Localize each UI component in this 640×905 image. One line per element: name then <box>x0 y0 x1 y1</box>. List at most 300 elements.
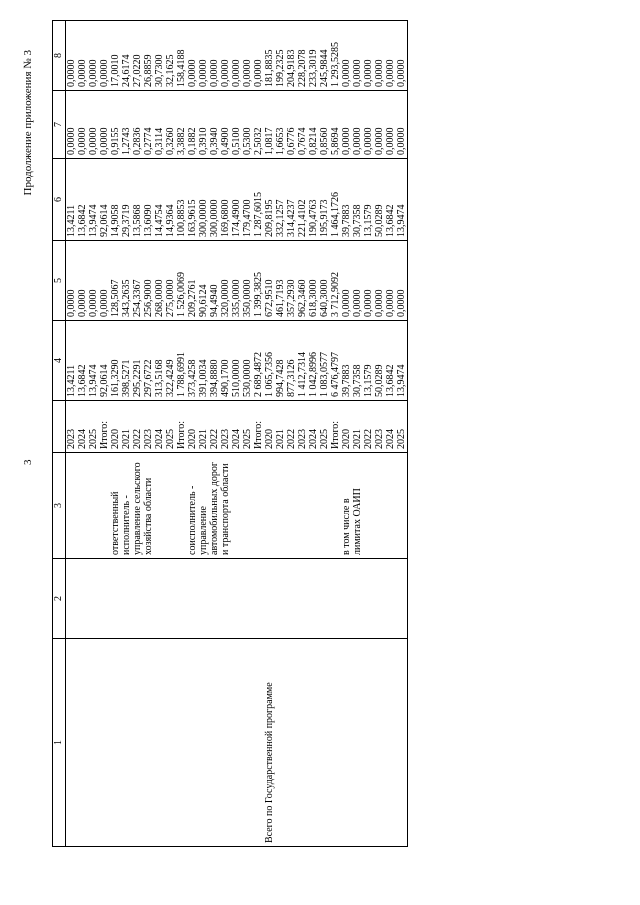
value-col-8: 0,0000 <box>99 21 110 91</box>
header-row <box>53 21 66 847</box>
col2-cell <box>275 559 286 639</box>
col1-label <box>352 639 363 847</box>
table-row <box>154 21 165 847</box>
value-col-6: 1 287,6015 <box>253 159 264 241</box>
year-cell: 2023 <box>66 401 78 453</box>
year-cell: 2025 <box>88 401 99 453</box>
year-cell: 2023 <box>297 401 308 453</box>
year-cell: 2023 <box>374 401 385 453</box>
col2-cell <box>121 559 132 639</box>
value-col-5: 275,0000 <box>165 241 176 321</box>
value-col-5: 3 712,9092 <box>330 241 341 321</box>
value-col-7: 2,5032 <box>253 91 264 159</box>
year-cell: 2020 <box>264 401 275 453</box>
value-col-4: 510,0000 <box>231 321 242 401</box>
value-col-4: 161,3290 <box>110 321 121 401</box>
table-row <box>396 21 408 847</box>
table-row <box>253 21 264 847</box>
value-col-4: 373,4258 <box>187 321 198 401</box>
col3-label <box>176 453 187 559</box>
col1-label <box>385 639 396 847</box>
value-col-6: 209,8195 <box>264 159 275 241</box>
table-row <box>319 21 330 847</box>
table-row <box>330 21 341 847</box>
value-col-4: 1 065,7356 <box>264 321 275 401</box>
value-col-6: 13,6842 <box>385 159 396 241</box>
year-cell: Итого: <box>176 401 187 453</box>
value-col-4: 1 083,0577 <box>319 321 330 401</box>
col2-cell <box>242 559 253 639</box>
value-col-5: 357,2930 <box>286 241 297 321</box>
col1-label <box>341 639 352 847</box>
year-cell: 2024 <box>77 401 88 453</box>
value-col-8: 26,8859 <box>143 21 154 91</box>
col2-cell <box>231 559 242 639</box>
value-col-6: 13,6090 <box>143 159 154 241</box>
value-col-6: 14,4754 <box>154 159 165 241</box>
value-col-8: 32,1625 <box>165 21 176 91</box>
table-row <box>385 21 396 847</box>
value-col-5: 0,0000 <box>396 241 408 321</box>
year-cell: Итого: <box>253 401 264 453</box>
value-col-5: 350,0000 <box>242 241 253 321</box>
col3-label <box>374 453 385 559</box>
col2-cell <box>66 559 78 639</box>
value-col-6: 14,9364 <box>165 159 176 241</box>
value-col-5: 962,3460 <box>297 241 308 321</box>
col3-label <box>165 453 176 559</box>
year-cell: 2020 <box>110 401 121 453</box>
value-col-6: 30,7358 <box>352 159 363 241</box>
value-col-6: 29,3719 <box>121 159 132 241</box>
value-col-6: 314,4237 <box>286 159 297 241</box>
value-col-4: 1 042,8996 <box>308 321 319 401</box>
value-col-4: 530,0000 <box>242 321 253 401</box>
value-col-7: 0,0000 <box>341 91 352 159</box>
value-col-7: 1,2743 <box>121 91 132 159</box>
col3-label <box>330 453 341 559</box>
year-cell: Итого: <box>99 401 110 453</box>
header-col-2: 2 <box>53 559 66 639</box>
value-col-6: 179,4700 <box>242 159 253 241</box>
value-col-7: 0,6776 <box>286 91 297 159</box>
col1-label <box>110 639 121 847</box>
value-col-4: 92,0614 <box>99 321 110 401</box>
value-col-4: 297,6722 <box>143 321 154 401</box>
col3-label: в том числе в <box>341 453 352 559</box>
value-col-4: 877,3126 <box>286 321 297 401</box>
col1-label <box>121 639 132 847</box>
value-col-6: 14,9058 <box>110 159 121 241</box>
value-col-8: 0,0000 <box>209 21 220 91</box>
value-col-6: 92,0614 <box>99 159 110 241</box>
col2-cell <box>143 559 154 639</box>
value-col-8: 0,0000 <box>242 21 253 91</box>
value-col-4: 398,5271 <box>121 321 132 401</box>
value-col-7: 0,0000 <box>396 91 408 159</box>
value-col-7: 0,0000 <box>385 91 396 159</box>
col1-label <box>99 639 110 847</box>
value-col-5: 0,0000 <box>374 241 385 321</box>
col1-label <box>143 639 154 847</box>
col1-label <box>88 639 99 847</box>
table-row <box>352 21 363 847</box>
col1-label <box>253 639 264 847</box>
value-col-8: 24,6174 <box>121 21 132 91</box>
col3-label <box>275 453 286 559</box>
value-col-8: 199,2325 <box>275 21 286 91</box>
value-col-7: 0,0000 <box>363 91 374 159</box>
header-col-6: 6 <box>53 159 66 241</box>
col1-label <box>198 639 209 847</box>
value-col-5: 640,3000 <box>319 241 330 321</box>
value-col-8: 0,0000 <box>374 21 385 91</box>
table-row <box>264 21 275 847</box>
col2-cell <box>198 559 209 639</box>
col2-cell <box>88 559 99 639</box>
col3-label <box>154 453 165 559</box>
value-col-6: 221,4102 <box>297 159 308 241</box>
col2-cell <box>374 559 385 639</box>
col1-label <box>176 639 187 847</box>
col2-cell <box>176 559 187 639</box>
table-row <box>198 21 209 847</box>
value-col-5: 461,7193 <box>275 241 286 321</box>
col2-cell <box>154 559 165 639</box>
value-col-4: 50,0289 <box>374 321 385 401</box>
year-cell: 2020 <box>341 401 352 453</box>
table-row <box>209 21 220 847</box>
value-col-8: 0,0000 <box>220 21 231 91</box>
header-col-5: 5 <box>53 241 66 321</box>
year-cell: 2024 <box>385 401 396 453</box>
value-col-7: 0,3910 <box>198 91 209 159</box>
value-col-6: 100,8853 <box>176 159 187 241</box>
value-col-4: 13,6842 <box>77 321 88 401</box>
col1-label <box>330 639 341 847</box>
col2-cell <box>110 559 121 639</box>
value-col-4: 490,1700 <box>220 321 231 401</box>
value-col-8: 0,0000 <box>198 21 209 91</box>
year-cell: Итого: <box>330 401 341 453</box>
value-col-5: 0,0000 <box>99 241 110 321</box>
value-col-4: 13,6842 <box>385 321 396 401</box>
col2-cell <box>341 559 352 639</box>
value-col-8: 0,0000 <box>187 21 198 91</box>
col3-label <box>88 453 99 559</box>
col3-label <box>66 453 78 559</box>
col3-label <box>242 453 253 559</box>
col2-cell <box>253 559 264 639</box>
table-row <box>77 21 88 847</box>
col2-cell <box>187 559 198 639</box>
header-col-3: 3 <box>53 453 66 559</box>
col3-label <box>385 453 396 559</box>
value-col-5: 618,3000 <box>308 241 319 321</box>
value-col-6: 13,9474 <box>396 159 408 241</box>
value-col-7: 0,8214 <box>308 91 319 159</box>
value-col-4: 2 689,4872 <box>253 321 264 401</box>
value-col-4: 13,9474 <box>88 321 99 401</box>
col1-label <box>319 639 330 847</box>
table-row <box>308 21 319 847</box>
year-cell: 2022 <box>286 401 297 453</box>
value-col-7: 1,6653 <box>275 91 286 159</box>
table-row <box>99 21 110 847</box>
value-col-7: 0,0000 <box>66 91 78 159</box>
year-cell: 2025 <box>242 401 253 453</box>
value-col-8: 0,0000 <box>66 21 78 91</box>
value-col-8: 228,2078 <box>297 21 308 91</box>
col1-label <box>275 639 286 847</box>
value-col-5: 0,0000 <box>88 241 99 321</box>
value-col-7: 0,2774 <box>143 91 154 159</box>
col2-cell <box>363 559 374 639</box>
col3-label <box>264 453 275 559</box>
year-cell: 2023 <box>220 401 231 453</box>
value-col-7: 0,0000 <box>77 91 88 159</box>
table-row <box>220 21 231 847</box>
col3-label <box>319 453 330 559</box>
value-col-6: 300,0000 <box>198 159 209 241</box>
value-col-5: 0,0000 <box>77 241 88 321</box>
value-col-4: 1 788,6991 <box>176 321 187 401</box>
value-col-7: 3,3882 <box>176 91 187 159</box>
col3-label: исполнитель - <box>121 453 132 559</box>
value-col-8: 17,0010 <box>110 21 121 91</box>
value-col-5: 0,0000 <box>363 241 374 321</box>
value-col-7: 0,9155 <box>110 91 121 159</box>
table-row <box>275 21 286 847</box>
table-row <box>66 21 78 847</box>
col1-label: Всего по Государственной программе <box>264 639 275 847</box>
col1-label <box>132 639 143 847</box>
value-col-4: 295,2291 <box>132 321 143 401</box>
col1-label <box>220 639 231 847</box>
value-col-5: 672,9510 <box>264 241 275 321</box>
year-cell: 2024 <box>308 401 319 453</box>
value-col-8: 1 293,5285 <box>330 21 341 91</box>
value-col-7: 0,0000 <box>374 91 385 159</box>
value-col-8: 0,0000 <box>385 21 396 91</box>
col2-cell <box>264 559 275 639</box>
col3-label: ответственный <box>110 453 121 559</box>
value-col-6: 332,1257 <box>275 159 286 241</box>
header-col-1: 1 <box>53 639 66 847</box>
col1-label <box>165 639 176 847</box>
value-col-5: 0,0000 <box>66 241 78 321</box>
year-cell: 2021 <box>275 401 286 453</box>
col3-label <box>77 453 88 559</box>
col3-label <box>308 453 319 559</box>
year-cell: 2023 <box>143 401 154 453</box>
col2-cell <box>209 559 220 639</box>
value-col-4: 13,1579 <box>363 321 374 401</box>
value-col-5: 335,0000 <box>231 241 242 321</box>
value-col-5: 268,0000 <box>154 241 165 321</box>
value-col-6: 13,9474 <box>88 159 99 241</box>
table-row <box>242 21 253 847</box>
col1-label <box>154 639 165 847</box>
value-col-7: 0,5100 <box>231 91 242 159</box>
year-cell: 2024 <box>231 401 242 453</box>
col1-label <box>396 639 408 847</box>
value-col-8: 0,0000 <box>363 21 374 91</box>
col1-label <box>77 639 88 847</box>
value-col-8: 0,0000 <box>341 21 352 91</box>
value-col-4: 994,7428 <box>275 321 286 401</box>
value-col-6: 39,7883 <box>341 159 352 241</box>
value-col-4: 394,8880 <box>209 321 220 401</box>
value-col-7: 0,3260 <box>165 91 176 159</box>
value-col-7: 0,5300 <box>242 91 253 159</box>
value-col-8: 30,7300 <box>154 21 165 91</box>
value-col-6: 13,4211 <box>66 159 78 241</box>
value-col-4: 322,4249 <box>165 321 176 401</box>
col1-label <box>286 639 297 847</box>
col3-label: управление сельского <box>132 453 143 559</box>
col2-cell <box>132 559 143 639</box>
header-col-year <box>53 401 66 453</box>
col2-cell <box>352 559 363 639</box>
table-row <box>121 21 132 847</box>
value-col-7: 5,8694 <box>330 91 341 159</box>
value-col-6: 13,1579 <box>363 159 374 241</box>
year-cell: 2025 <box>165 401 176 453</box>
year-cell: 2022 <box>209 401 220 453</box>
table-row <box>286 21 297 847</box>
value-col-5: 90,6124 <box>198 241 209 321</box>
value-col-4: 30,7358 <box>352 321 363 401</box>
year-cell: 2025 <box>396 401 408 453</box>
col1-label <box>308 639 319 847</box>
col2-cell <box>286 559 297 639</box>
col3-label <box>99 453 110 559</box>
value-col-4: 313,5168 <box>154 321 165 401</box>
table-row <box>374 21 385 847</box>
value-col-4: 1 412,7314 <box>297 321 308 401</box>
value-col-7: 0,3114 <box>154 91 165 159</box>
col2-cell <box>330 559 341 639</box>
value-col-7: 0,0000 <box>99 91 110 159</box>
value-col-6: 174,4900 <box>231 159 242 241</box>
value-col-6: 1 464,1726 <box>330 159 341 241</box>
year-cell: 2022 <box>132 401 143 453</box>
col3-label <box>297 453 308 559</box>
col3-label: лимитах ОАИП <box>352 453 363 559</box>
year-cell: 2020 <box>187 401 198 453</box>
value-col-5: 1 526,0069 <box>176 241 187 321</box>
value-col-4: 13,9474 <box>396 321 408 401</box>
table-row <box>165 21 176 847</box>
col3-label <box>286 453 297 559</box>
value-col-7: 0,4900 <box>220 91 231 159</box>
col1-label <box>209 639 220 847</box>
value-col-7: 0,1882 <box>187 91 198 159</box>
value-col-8: 204,9183 <box>286 21 297 91</box>
value-col-7: 0,8560 <box>319 91 330 159</box>
value-col-8: 27,0220 <box>132 21 143 91</box>
col3-label <box>363 453 374 559</box>
value-col-8: 0,0000 <box>88 21 99 91</box>
value-col-6: 13,6842 <box>77 159 88 241</box>
col2-cell <box>165 559 176 639</box>
col3-label: хозяйства области <box>143 453 154 559</box>
year-cell: 2021 <box>121 401 132 453</box>
value-col-8: 0,0000 <box>396 21 408 91</box>
value-col-5: 0,0000 <box>385 241 396 321</box>
value-col-6: 169,6800 <box>220 159 231 241</box>
value-col-8: 233,3019 <box>308 21 319 91</box>
table-row <box>363 21 374 847</box>
col3-label: и транспорта области <box>220 453 231 559</box>
col1-label <box>231 639 242 847</box>
col3-label: автомобильных дорог <box>209 453 220 559</box>
col2-cell <box>99 559 110 639</box>
value-col-7: 0,0000 <box>352 91 363 159</box>
col1-label <box>242 639 253 847</box>
value-col-5: 94,4940 <box>209 241 220 321</box>
value-col-6: 163,9615 <box>187 159 198 241</box>
table-row <box>88 21 99 847</box>
year-cell: 2021 <box>198 401 209 453</box>
value-col-7: 0,3940 <box>209 91 220 159</box>
program-funding-table <box>52 20 408 847</box>
table-body <box>66 21 408 847</box>
table-row <box>132 21 143 847</box>
header-col-8: 8 <box>53 21 66 91</box>
value-col-4: 6 476,4797 <box>330 321 341 401</box>
table-row <box>110 21 121 847</box>
value-col-5: 320,0000 <box>220 241 231 321</box>
col1-label <box>374 639 385 847</box>
value-col-8: 0,0000 <box>77 21 88 91</box>
table-row <box>231 21 242 847</box>
value-col-6: 300,0000 <box>209 159 220 241</box>
col2-cell <box>319 559 330 639</box>
table-row <box>176 21 187 847</box>
value-col-4: 13,4211 <box>66 321 78 401</box>
year-cell: 2025 <box>319 401 330 453</box>
value-col-7: 0,7674 <box>297 91 308 159</box>
value-col-8: 181,8835 <box>264 21 275 91</box>
col3-label <box>231 453 242 559</box>
table-row <box>341 21 352 847</box>
col1-label <box>187 639 198 847</box>
col2-cell <box>308 559 319 639</box>
value-col-6: 13,5868 <box>132 159 143 241</box>
col2-cell <box>396 559 408 639</box>
value-col-8: 158,4188 <box>176 21 187 91</box>
value-col-5: 0,0000 <box>352 241 363 321</box>
col1-label <box>66 639 78 847</box>
value-col-5: 256,9000 <box>143 241 154 321</box>
col2-cell <box>385 559 396 639</box>
value-col-6: 190,4763 <box>308 159 319 241</box>
value-col-5: 1 399,3825 <box>253 241 264 321</box>
col3-label: соисполнитель - <box>187 453 198 559</box>
value-col-4: 391,0034 <box>198 321 209 401</box>
year-cell: 2022 <box>363 401 374 453</box>
value-col-5: 209,2761 <box>187 241 198 321</box>
value-col-6: 50,0289 <box>374 159 385 241</box>
value-col-7: 0,2836 <box>132 91 143 159</box>
value-col-4: 39,7883 <box>341 321 352 401</box>
value-col-8: 245,9844 <box>319 21 330 91</box>
year-cell: 2024 <box>154 401 165 453</box>
table-row <box>187 21 198 847</box>
col1-label <box>363 639 374 847</box>
